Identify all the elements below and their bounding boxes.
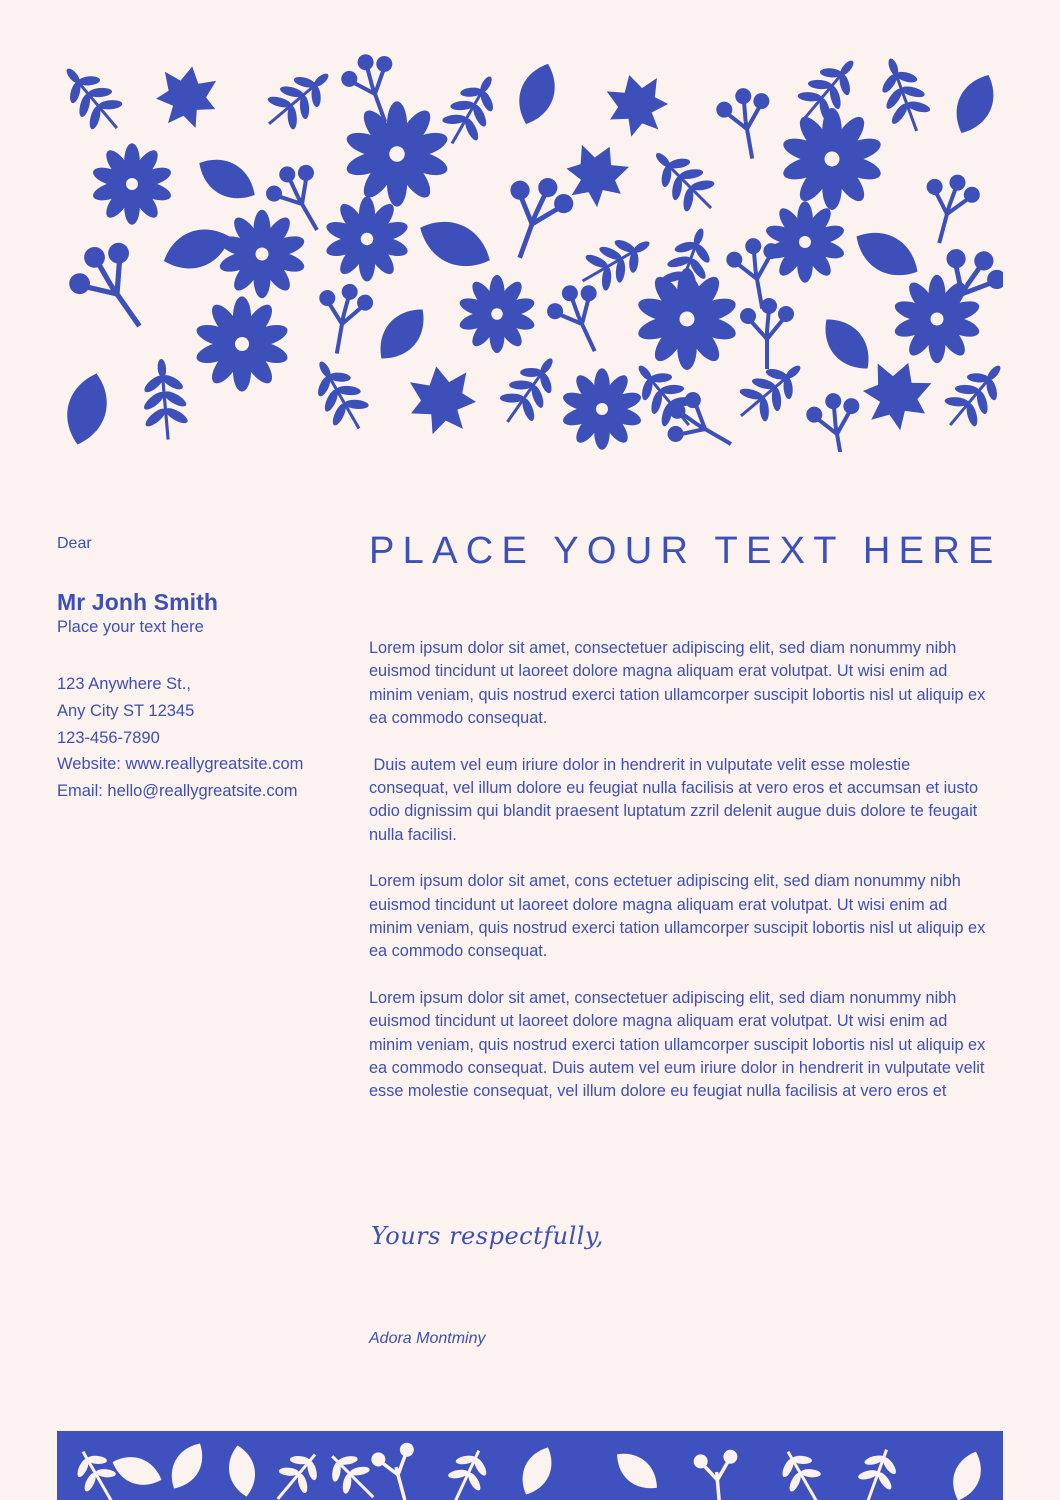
headline: PLACE YOUR TEXT HERE: [369, 530, 1002, 572]
letter-body: [369, 637, 989, 1127]
recipient-name: Mr Jonh Smith: [57, 589, 219, 615]
address-line-1: 123 Anywhere St.,: [57, 675, 191, 693]
address-line-2: Any City ST 12345: [57, 701, 195, 720]
website: Website: www.reallygreatsite.com: [57, 755, 304, 774]
contact-info: [57, 671, 347, 805]
closing: Yours respectfully,: [371, 1222, 604, 1250]
signature-name: Adora Montminy: [369, 1330, 486, 1347]
phone-number: 123-456-7890: [57, 728, 160, 747]
floral-pattern-bottom: [57, 1431, 1003, 1500]
body-paragraph: Lorem ipsum dolor sit amet, cons ectetuer adipiscing elit, sed diam nonummy nibh euismod tincidunt ut laoreet dolore magna aliquam erat volutpat. Ut wisi enim ad minim veniam, quis nostrud exerci tation ullamcorper suscipit lobortis nisl ut aliquip ex ea commodo consequat.: [369, 872, 986, 961]
recipient-subtitle: Place your text here: [57, 618, 204, 636]
body-paragraph: Duis autem vel eum iriure dolor in hendrerit in vulputate velit esse molestie consequat, vel illum dolore eu feugiat nulla facilisis at vero eros et accumsan et iusto odio dignissim qui blandit praesent luptatum zzril delenit augue duis dolore te feugait nulla facilisi.: [369, 755, 983, 844]
email: Email: hello@reallygreatsite.com: [57, 782, 298, 801]
floral-pattern-bottom-svg: [57, 1431, 1003, 1500]
floral-pattern-top: [57, 54, 1003, 452]
salutation: Dear: [57, 535, 92, 552]
body-paragraph: Lorem ipsum dolor sit amet, consectetuer adipiscing elit, sed diam nonummy nibh euismod tincidunt ut laoreet dolore magna aliquam erat volutpat. Ut wisi enim ad minim veniam, quis nostrud exerci tation ullamcorper suscipit lobortis nisl ut aliquip ex ea commodo consequat.: [369, 639, 986, 727]
body-paragraph: Lorem ipsum dolor sit amet, consectetuer adipiscing elit, sed diam nonummy nibh euismod tincidunt ut laoreet dolore magna aliquam erat volutpat. Ut wisi enim ad minim veniam, quis nostrud exerci tation ullamcorper suscipit lobortis nisl ut aliquip ex ea commodo consequat. Duis autem vel eum iriure dolor in hendrerit in vulputate velit esse molestie consequat, vel illum dolore eu feugiat nulla facilisis at vero eros et: [369, 989, 986, 1101]
recipient-block: [57, 535, 347, 805]
